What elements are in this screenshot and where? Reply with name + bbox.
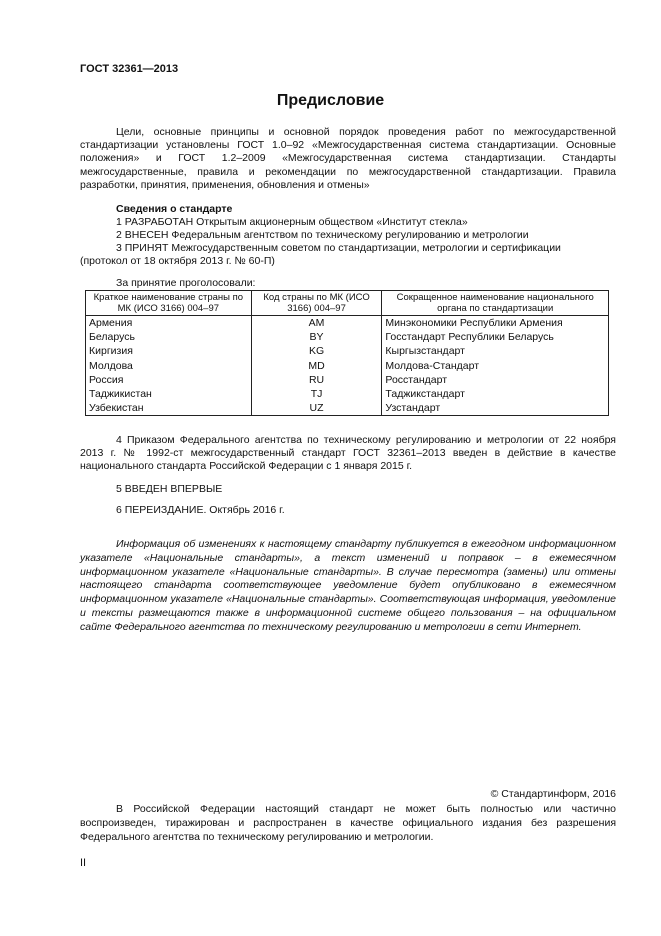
page-number: II: [80, 857, 87, 869]
country-cell: Беларусь: [86, 330, 252, 344]
country-cell: Россия: [86, 373, 252, 387]
code-cell: TJ: [251, 387, 382, 401]
page-title: Предисловие: [276, 92, 385, 109]
country-cell: Киргизия: [86, 344, 252, 358]
table-header-code: Код страны по МК (ИСО 3166) 004–97: [251, 291, 382, 316]
body-cell: Госстандарт Республики Беларусь: [382, 330, 609, 344]
table-header-row: [86, 291, 609, 316]
copyright: © Стандартинформ, 2016: [490, 788, 616, 800]
table-header-country: Краткое наименование страны по МК (ИСО 3166) 004–97: [86, 291, 252, 316]
code-cell: RU: [251, 373, 382, 387]
code-cell: UZ: [251, 401, 382, 416]
table-row: [86, 330, 609, 344]
item-6: 6 ПЕРЕИЗДАНИЕ. Октябрь 2016 г.: [116, 504, 285, 516]
table-row: [86, 401, 609, 416]
info-heading: Сведения о стандарте: [116, 203, 233, 215]
country-cell: Армения: [86, 316, 252, 331]
table-row: [86, 344, 609, 358]
info-item-3-cont: (протокол от 18 октября 2013 г. № 60-П): [80, 255, 275, 267]
body-cell: Узстандарт: [382, 401, 609, 416]
item-5: 5 ВВЕДЕН ВПЕРВЫЕ: [116, 483, 223, 495]
country-cell: Молдова: [86, 359, 252, 373]
voted-label: За принятие проголосовали:: [116, 277, 256, 289]
code-cell: AM: [251, 316, 382, 331]
intro-paragraph: Цели, основные принципы и основной порядок проведения работ по межгосударственной стандартизации установлены ГОСТ 1.0–92 «Межгосударственная система стандартизации. Основные положения» и ГОСТ 1.2–2009 «Межгосударственная система стандартизации. Стандарты межгосударственные, правила и рекомендации по межгосударственной стандартизации. Правила разработки, принятия, применения, обновления и отмены»: [80, 126, 616, 191]
code-cell: BY: [251, 330, 382, 344]
table-row: [86, 359, 609, 373]
table-row: [86, 387, 609, 401]
body-cell: Таджикстандарт: [382, 387, 609, 401]
changes-notice: Информация об изменениях к настоящему стандарту публикуется в ежегодном информационном указателе «Национальные стандарты», а текст изменений и поправок – в ежемесячном информационном указателе «Национальные стандарты». В случае пересмотра (замены) или отмены настоящего стандарта соответствующее уведомление будет опубликовано в ежемесячном информационном указателе «Национальные стандарты». Соответствующая информация, уведомление и тексты размещаются также в информационной системе общего пользования – на официальном сайте Федерального агентства по техническому регулированию и метрологии в сети Интернет.: [80, 538, 616, 633]
country-cell: Узбекистан: [86, 401, 252, 416]
body-cell: Молдова-Стандарт: [382, 359, 609, 373]
document-code: ГОСТ 32361—2013: [80, 63, 179, 75]
item-4-paragraph: 4 Приказом Федерального агентства по техническому регулированию и метрологии от 22 ноября 2013 г. № 1992-ст межгосударственный стандарт ГОСТ 32361–2013 введен в действие в качестве национального стандарта Российской Федерации с 1 января 2015 г.: [80, 434, 616, 473]
code-cell: KG: [251, 344, 382, 358]
table-row: [86, 316, 609, 331]
body-cell: Кыргызстандарт: [382, 344, 609, 358]
info-item-2: 2 ВНЕСЕН Федеральным агентством по техническому регулированию и метрологии: [116, 229, 529, 241]
country-cell: Таджикистан: [86, 387, 252, 401]
table-header-body: Сокращенное наименование национального органа по стандартизации: [382, 291, 609, 316]
body-cell: Росстандарт: [382, 373, 609, 387]
info-item-1: 1 РАЗРАБОТАН Открытым акционерным обществом «Институт стекла»: [116, 216, 468, 228]
info-item-3: 3 ПРИНЯТ Межгосударственным советом по стандартизации, метрологии и сертификации: [116, 242, 561, 254]
voting-table: [85, 290, 609, 416]
reproduction-notice: В Российской Федерации настоящий стандарт не может быть полностью или частично воспроизведен, тиражирован и распространен в качестве официального издания без разрешения Федерального агентства по техническому регулированию и метрологии.: [80, 803, 616, 843]
code-cell: MD: [251, 359, 382, 373]
table-row: [86, 373, 609, 387]
body-cell: Минэкономики Республики Армения: [382, 316, 609, 331]
